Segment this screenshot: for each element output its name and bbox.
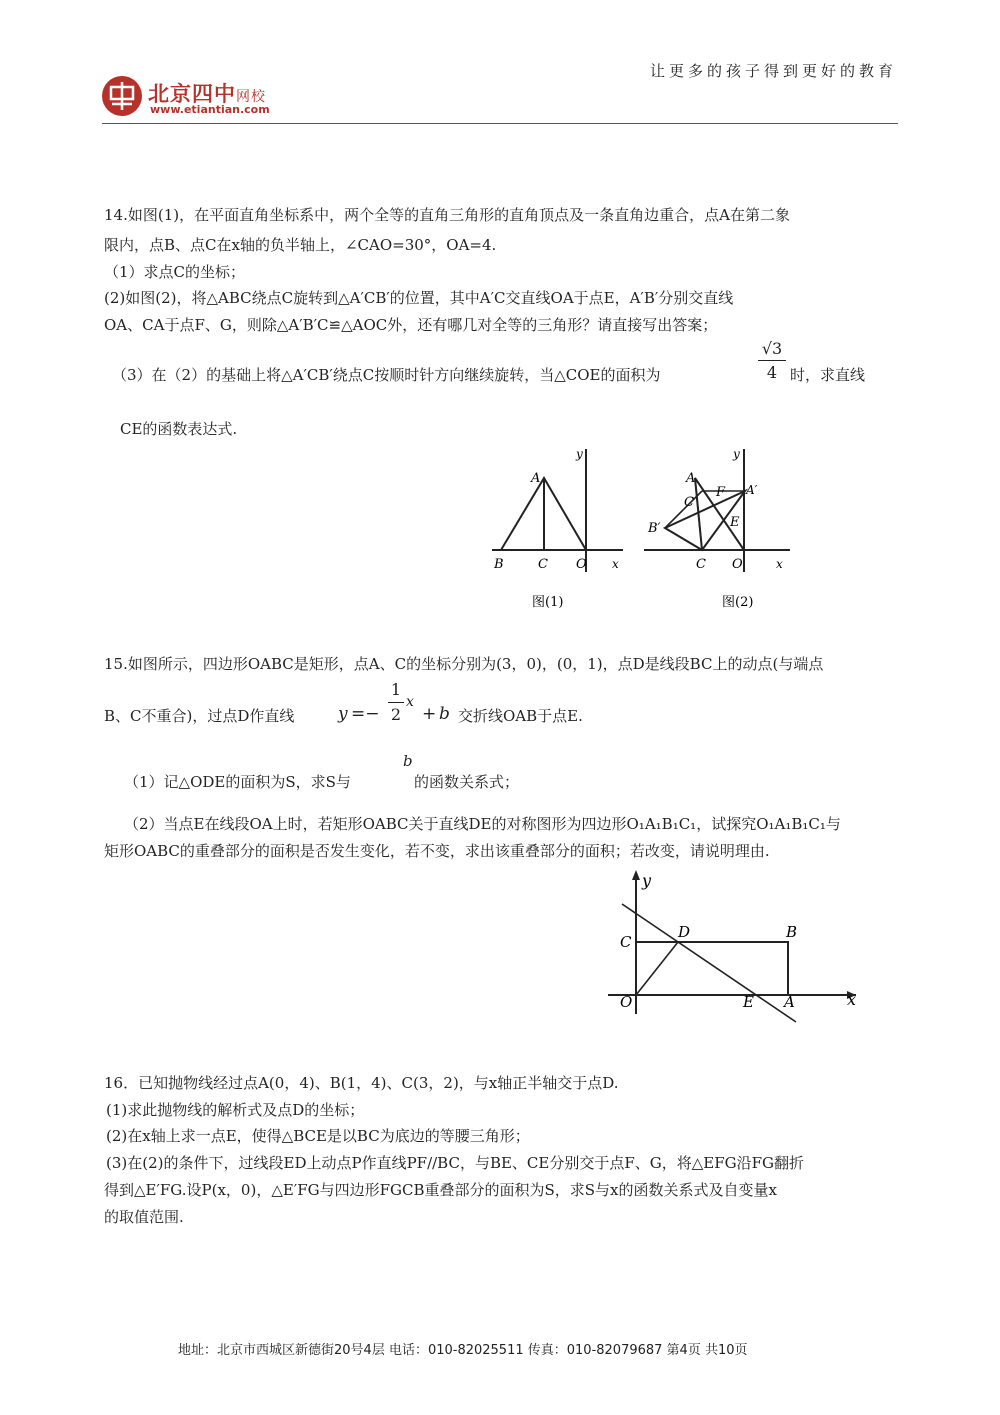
fig2-label-c-upper: C [684,495,694,510]
q15-label-a: A [784,993,795,1011]
q14-line3: （1）求点C的坐标； [104,263,246,281]
q15-label-y: y [642,871,652,890]
q15-line2a: B、C不重合)，过点D作直线 [104,707,295,725]
fig1-label-y: y [576,447,583,461]
fig2-label-y: y [733,447,740,461]
q14-line6b: 时，求直线 [790,366,866,384]
q15-eq-x: x [406,694,414,710]
q15-label-c: C [620,933,632,951]
q16-line4: (3)在(2)的条件下，过线段ED上动点P作直线PF//BC，与BE、CE分别交于点F、G，将△EFG沿FG翻折 [106,1154,805,1172]
fig2-label-o: O [732,557,743,572]
q15-segment-od [636,942,678,995]
q15-line1: 15.如图所示，四边形OABC是矩形，点A、C的坐标分别为(3，0)，(0，1)，点D是线段BC上的动点(与端点 [104,655,824,673]
header-divider [102,123,898,124]
q15-frac-num: 1 [390,680,402,699]
q15-y-arrow [632,870,640,880]
q15-equation [338,678,458,738]
fig2-label-f: F [716,485,726,500]
q16-line1: 16．已知抛物线经过点A(0，4)、B(1，4)、C(3，2)，与x轴正半轴交于点D. [104,1074,619,1092]
fig2-label-a: A [686,471,696,486]
q14-line1: 14.如图(1)，在平面直角坐标系中，两个全等的直角三角形的直角顶点及一条直角边重合，点A在第二象 [104,206,790,224]
fig2-label-bp: B′ [648,521,661,536]
q14-frac-den: 4 [758,360,786,385]
q15-var-b: b [403,752,413,770]
q16-line5: 得到△E′FG.设P(x，0)，△E′FG与四边形FGCB重叠部分的面积为S，求S与x的函数关系式及自变量x [104,1181,777,1199]
q15-line3a: （1）记△ODE的面积为S，求S与 [124,773,351,791]
q16-line6: 的取值范围. [104,1208,184,1226]
fig2-label-x: x [776,557,783,571]
q15-label-o: O [620,993,633,1011]
q14-line4: (2)如图(2)，将△ABC绕点C旋转到△A′CB′的位置，其中A′C交直线OA于点E，A′B′分别交直线 [104,289,734,307]
q15-rectangle-oabc [636,942,788,995]
q15-eq-frac [388,678,404,727]
q15-figure [600,864,870,1024]
logo-name: 北京四中网校 [148,81,266,106]
logo-url: www.etiantian.com [150,103,270,116]
q14-line5: OA、CA于点F、G，则除△A′B′C≌△AOC外，还有哪几对全等的三角形？请直接写出答案； [104,316,718,334]
q15-frac-den: 2 [388,702,404,727]
q15-eq-b: b [439,704,450,724]
fig1-label-a: A [531,471,541,486]
fig1-label-c: C [538,557,548,572]
q15-eq-y: y [338,704,348,724]
q15-line2b: 交折线OAB于点E. [458,707,583,725]
fig1-label-o: O [576,557,587,572]
fig2-label-e: E [730,515,740,530]
q14-figure-1 [488,444,628,614]
q14-figure-2 [640,444,800,614]
logo-suffix: 网校 [236,89,266,105]
q14-line2: 限内，点B、点C在x轴的负半轴上，∠CAO=30°，OA=4. [104,236,497,254]
q15-line-de [622,904,796,1022]
fig1-label-b: B [494,557,504,572]
q14-line7: CE的函数表达式. [120,420,238,438]
q15-eq-plus: + [422,704,437,724]
page-footer: 地址：北京市西城区新德街20号4层 电话：010-82025511 传真：010-82079687 第4页 共10页 [178,1343,748,1358]
q15-line5: 矩形OABC的重叠部分的面积是否发生变化，若不变，求出该重叠部分的面积；若改变，请说明理由. [104,842,770,860]
fig1-label-x: x [612,557,619,571]
q14-fraction [758,338,786,385]
q15-eq-eq: =− [351,704,380,724]
q15-label-e: E [743,993,754,1011]
q14-frac-num: √3 [761,339,783,358]
q15-line3b: 的函数关系式； [414,773,520,791]
q15-label-x: x [847,990,857,1009]
fig2-label-c: C [696,557,706,572]
q15-label-b: B [786,923,798,941]
fig2-caption: 图(2) [722,595,754,610]
fig1-caption: 图(1) [532,595,564,610]
header-slogan: 让更多的孩子得到更好的教育 [650,62,898,80]
fig2-label-ap: A′ [746,483,758,497]
q16-line2: (1)求此抛物线的解析式及点D的坐标； [106,1101,365,1119]
q15-label-d: D [678,923,691,941]
q14-line6a: （3）在（2）的基础上将△A′CB′绕点C按顺时针方向继续旋转，当△COE的面积为 [112,366,661,384]
q16-line3: (2)在x轴上求一点E，使得△BCE是以BC为底边的等腰三角形； [106,1127,530,1145]
q15-line4: （2）当点E在线段OA上时，若矩形OABC关于直线DE的对称图形为四边形O₁A₁B₁C₁，试探究O₁A₁B₁C₁与 [124,815,841,833]
logo-icon [102,76,142,116]
